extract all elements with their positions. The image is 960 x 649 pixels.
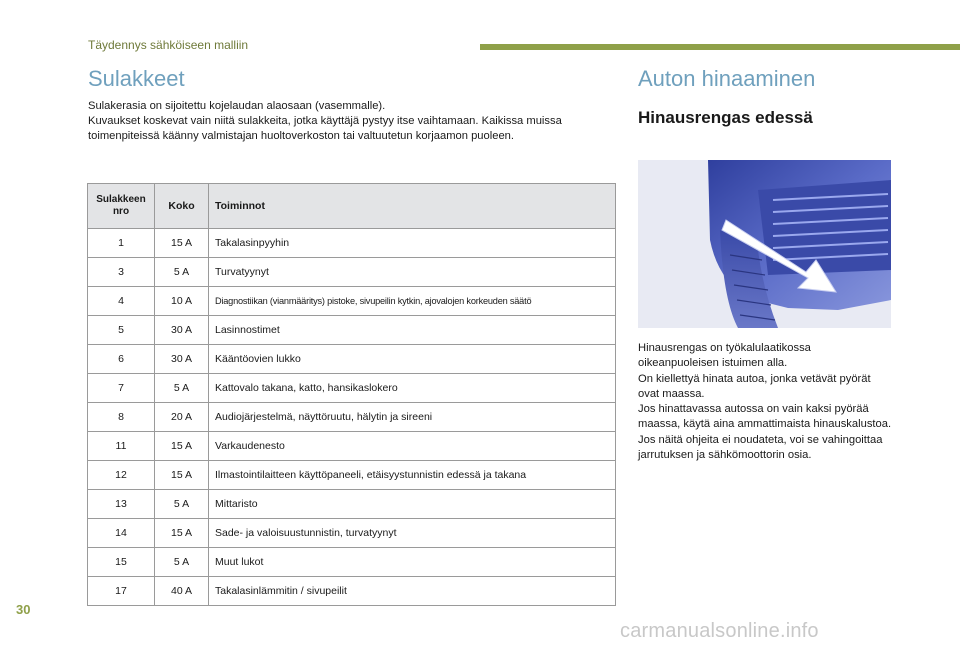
fuse-function-cell: Takalasinpyyhin [209,229,616,258]
fuse-size-cell: 5 A [155,258,209,287]
fuse-function-cell: Kääntöovien lukko [209,345,616,374]
fuse-row [88,316,616,345]
fuse-row [88,432,616,461]
header-functions: Toiminnot [209,184,616,229]
fuse-function-cell: Kattovalo takana, katto, hansikaslokero [209,374,616,403]
fuse-row [88,548,616,577]
towing-paragraph-3: Jos hinattavassa autossa on vain kaksi pyörää maassa, käytä aina ammattimaista hinauskalustoa. [638,403,892,431]
header-size: Koko [155,184,209,229]
fuse-row [88,229,616,258]
fuse-function-cell: Takalasinlämmitin / sivupeilit [209,577,616,606]
towing-subtitle: Hinausrengas edessä [638,108,813,127]
chapter-accent-bar [480,44,960,50]
fuse-size-cell: 15 A [155,519,209,548]
fuse-number-cell: 13 [88,490,155,519]
fuse-function-cell: Muut lukot [209,548,616,577]
towing-instructions [638,341,893,463]
fuse-number-cell: 1 [88,229,155,258]
chapter-header: Täydennys sähköiseen malliin [88,38,249,52]
page-number: 30 [16,602,31,617]
fuse-size-cell: 40 A [155,577,209,606]
fuse-number-cell: 17 [88,577,155,606]
fuse-function-cell: Turvatyynyt [209,258,616,287]
header-fuse-number: Sulakkeen nro [88,184,155,229]
fuse-number-cell: 12 [88,461,155,490]
fuse-size-cell: 20 A [155,403,209,432]
towing-paragraph-2: On kiellettyä hinata autoa, jonka vetävät pyörät ovat maassa. [638,372,871,400]
towing-paragraph-1: Hinausrengas on työkalulaatikossa oikeanpuoleisen istuimen alla. [638,342,811,370]
fuse-function-cell: Lasinnostimet [209,316,616,345]
towing-title: Auton hinaaminen [638,66,816,91]
fuses-title: Sulakkeet [88,66,185,91]
fuse-size-cell: 5 A [155,374,209,403]
fuse-number-cell: 14 [88,519,155,548]
fuse-function-cell: Audiojärjestelmä, näyttöruutu, hälytin ja sireeni [209,403,616,432]
fuse-function-cell: Sade- ja valoisuustunnistin, turvatyynyt [209,519,616,548]
fuse-size-cell: 10 A [155,287,209,316]
fuse-size-cell: 15 A [155,229,209,258]
fuse-number-cell: 11 [88,432,155,461]
fuse-number-cell: 8 [88,403,155,432]
fuse-row [88,258,616,287]
fuse-size-cell: 30 A [155,345,209,374]
towing-eye-illustration [638,160,891,328]
fuse-number-cell: 15 [88,548,155,577]
fuse-number-cell: 6 [88,345,155,374]
fuse-row [88,403,616,432]
towing-paragraph-4: Jos näitä ohjeita ei noudateta, voi se vahingoittaa jarrutuksen ja sähkömoottorin osia. [638,433,883,462]
fuse-size-cell: 30 A [155,316,209,345]
watermark: carmanualsonline.info [620,620,819,642]
fuses-intro [88,99,618,144]
fuse-row [88,519,616,548]
fuse-row [88,345,616,374]
fuse-size-cell: 5 A [155,548,209,577]
fuses-intro-line-1: Sulakerasia on sijoitettu kojelaudan alaosaan (vasemmalle). [88,100,386,112]
fuse-number-cell: 7 [88,374,155,403]
fuse-row [88,287,616,316]
fuse-number-cell: 3 [88,258,155,287]
fuse-size-cell: 5 A [155,490,209,519]
fuse-size-cell: 15 A [155,461,209,490]
fuse-table [87,183,616,606]
fuse-size-cell: 15 A [155,432,209,461]
fuse-number-cell: 5 [88,316,155,345]
fuse-row [88,490,616,519]
fuse-table-header [88,184,616,229]
fuse-function-cell: Varkaudenesto [209,432,616,461]
fuse-row [88,577,616,606]
fuse-function-cell: Diagnostiikan (vianmääritys) pistoke, sivupeilin kytkin, ajovalojen korkeuden säätö [209,287,616,316]
fuses-intro-line-2: Kuvaukset koskevat vain niitä sulakkeita, jotka käyttäjä pystyy itse vaihtamaan. Kaikissa muissa toimenpiteissä käänny valmistajan huoltoverkoston tai valtuutetun korjaamon puoleen. [88,115,562,142]
fuse-function-cell: Mittaristo [209,490,616,519]
fuse-function-cell: Ilmastointilaitteen käyttöpaneeli, etäisyystunnistin edessä ja takana [209,461,616,490]
fuse-number-cell: 4 [88,287,155,316]
fuse-row [88,374,616,403]
fuse-row [88,461,616,490]
